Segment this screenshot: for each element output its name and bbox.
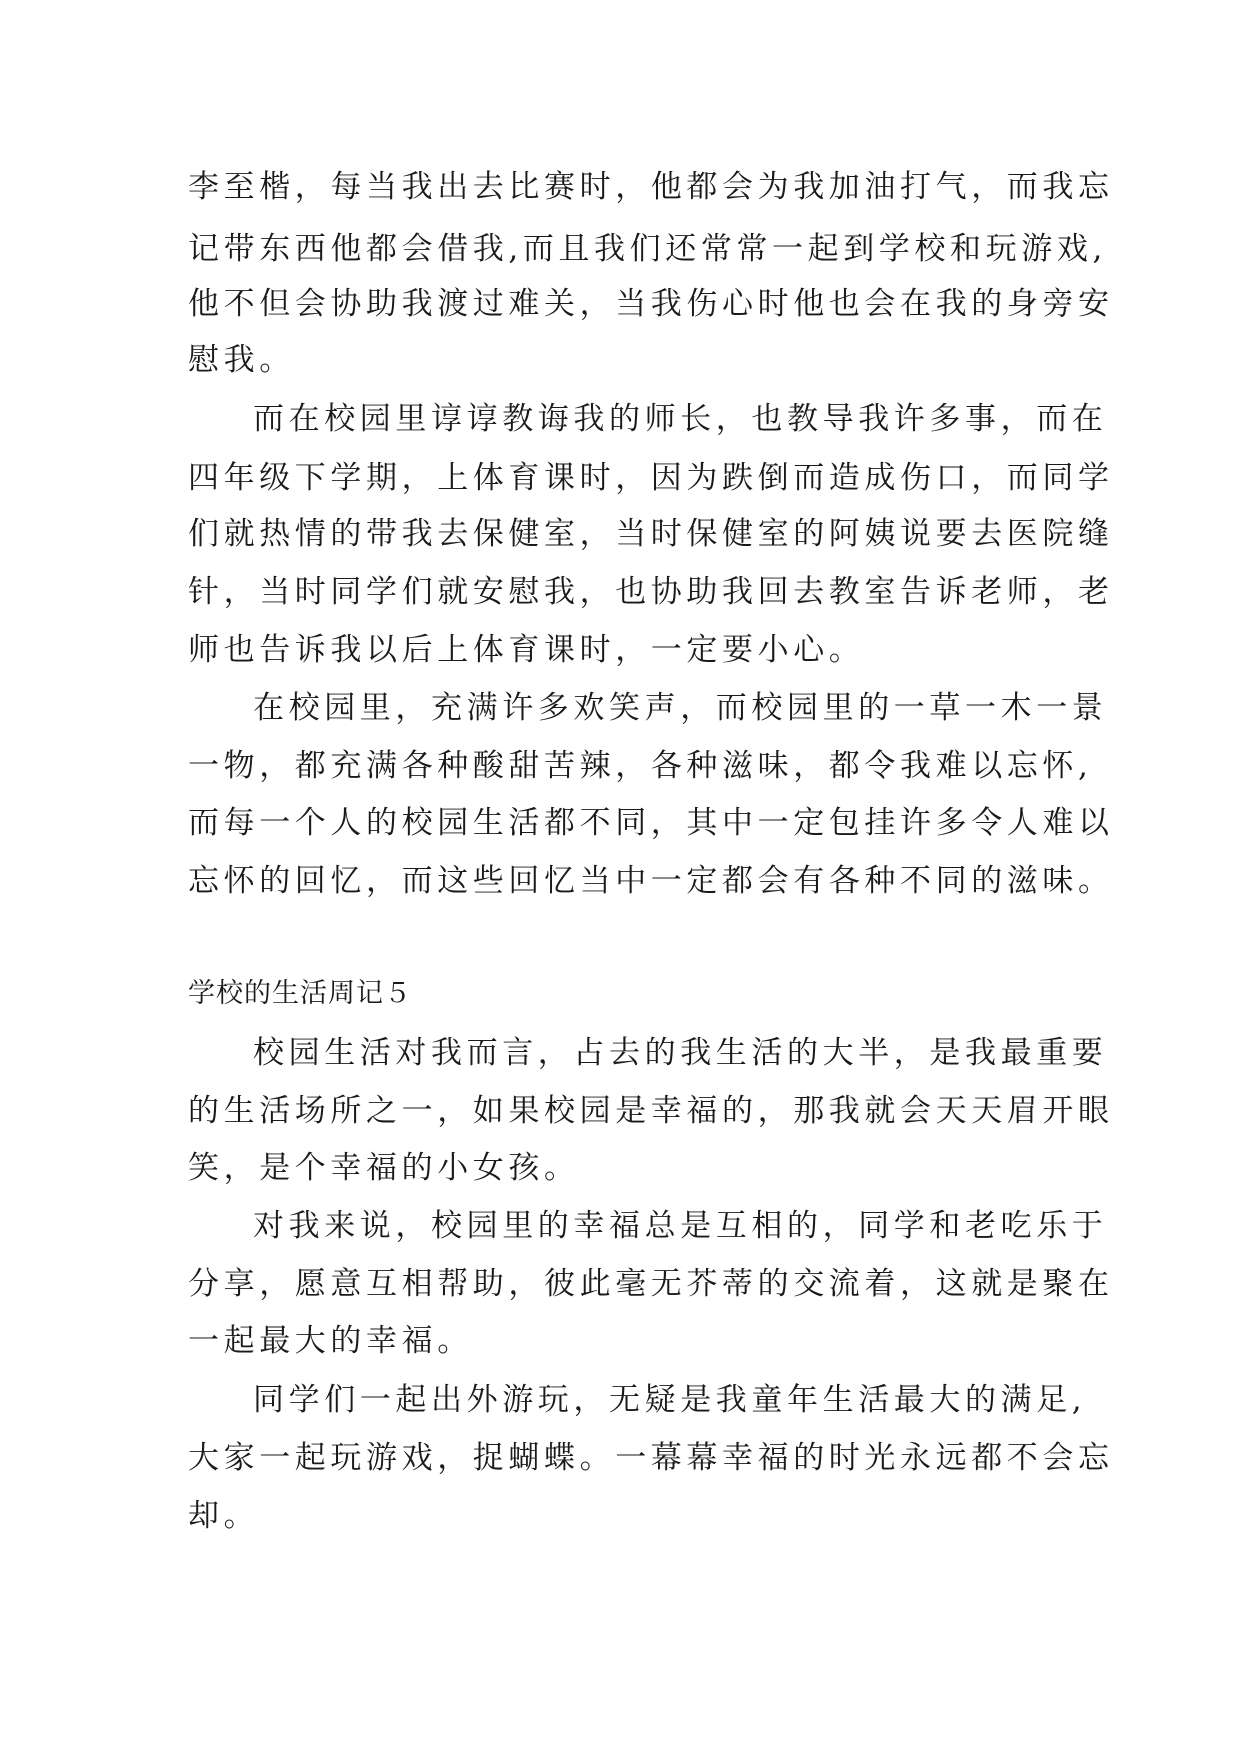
text-line: 们就热情的带我去保健室，当时保健室的阿姨说要去医院缝	[188, 516, 1114, 552]
paragraph-first-line: 对我来说，校园里的幸福总是互相的，同学和老吃乐于	[253, 1208, 1108, 1244]
text-line: 针，当时同学们就安慰我，也协助我回去教室告诉老师，老	[188, 574, 1114, 610]
text-line: 大家一起玩游戏，捉蝴蝶。一幕幕幸福的时光永远都不会忘	[188, 1440, 1114, 1476]
text-line: 一物，都充满各种酸甜苦辣，各种滋味，都令我难以忘怀,	[188, 748, 1093, 784]
text-line: 记带东西他都会借我,而且我们还常常一起到学校和玩游戏,	[188, 231, 1107, 267]
text-line: 的生活场所之一，如果校园是幸福的，那我就会天天眉开眼	[188, 1093, 1114, 1129]
text-line: 四年级下学期，上体育课时，因为跌倒而造成伤口，而同学	[188, 460, 1114, 496]
section-heading: 学校的生活周记５	[188, 978, 412, 1009]
text-line: 分享，愿意互相帮助，彼此毫无芥蒂的交流着，这就是聚在	[188, 1266, 1114, 1302]
text-line: 慰我。	[188, 342, 295, 378]
text-line: 忘怀的回忆，而这些回忆当中一定都会有各种不同的滋味。	[188, 863, 1114, 899]
text-line: 笑，是个幸福的小女孩。	[188, 1150, 580, 1186]
text-line: 却。	[188, 1498, 260, 1534]
text-line: 师也告诉我以后上体育课时，一定要小心。	[188, 632, 865, 668]
paragraph-first-line: 在校园里，充满许多欢笑声，而校园里的一草一木一景	[253, 690, 1108, 726]
paragraph-first-line: 而在校园里谆谆教诲我的师长，也教导我许多事，而在	[253, 401, 1108, 437]
text-line: 一起最大的幸福。	[188, 1323, 473, 1359]
text-line: 他不但会协助我渡过难关，当我伤心时他也会在我的身旁安	[188, 286, 1114, 322]
text-line: 而每一个人的校园生活都不同，其中一定包挂许多令人难以	[188, 805, 1114, 841]
paragraph-first-line: 同学们一起出外游玩，无疑是我童年生活最大的满足,	[253, 1382, 1087, 1418]
paragraph-first-line: 校园生活对我而言，占去的我生活的大半，是我最重要	[253, 1035, 1108, 1071]
text-line: 李至楷，每当我出去比赛时，他都会为我加油打气，而我忘	[188, 169, 1114, 205]
